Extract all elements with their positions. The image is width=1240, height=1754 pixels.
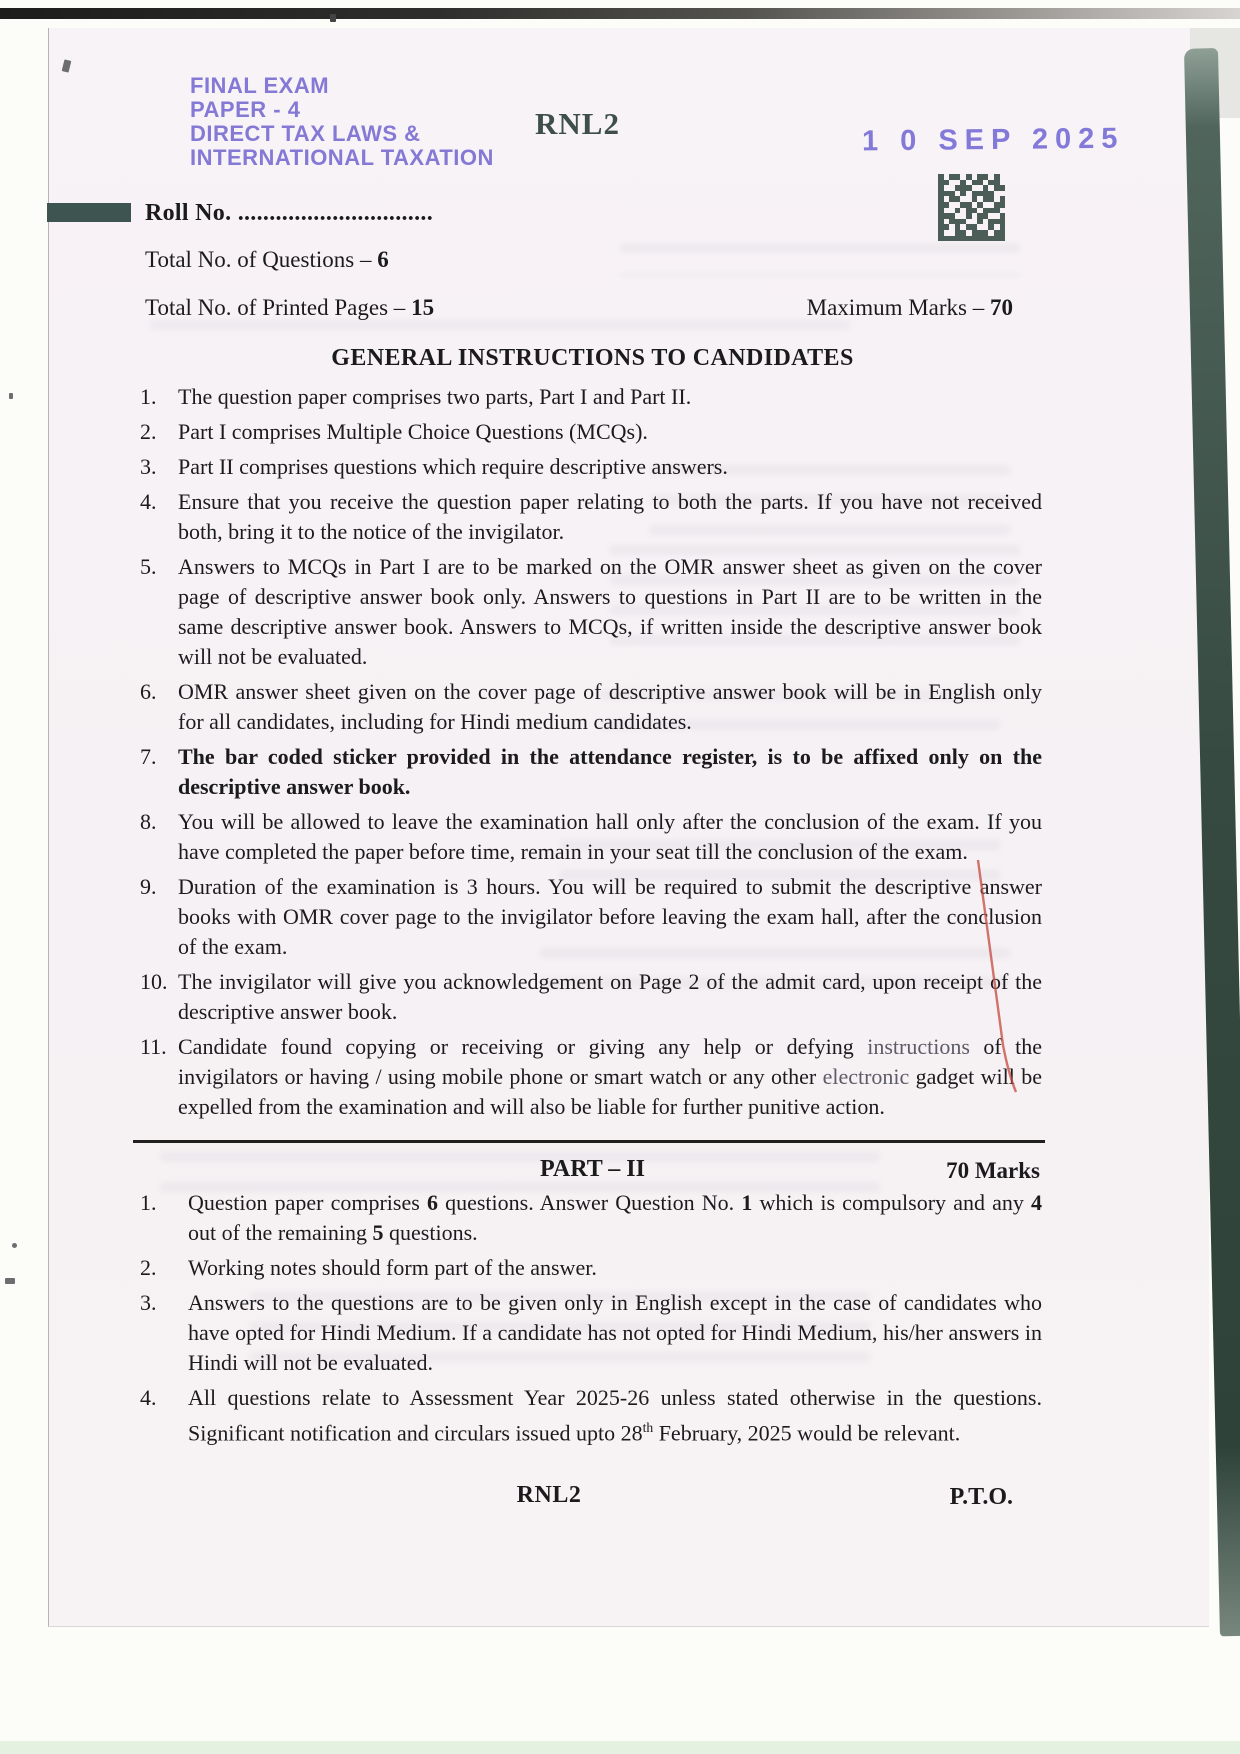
instruction-text: The invigilator will give you acknowledgement on Page 2 of the admit card, upon receipt of the descriptive answer book. — [178, 969, 1042, 1024]
part2-item-number: 4. — [140, 1385, 157, 1410]
stamp-line: FINAL EXAM — [190, 73, 330, 98]
part2-item-text: Question paper comprises 6 questions. Answer Question No. 1 which is compulsory and any 4 out of the remaining 5 questions. — [188, 1190, 1043, 1245]
instructions-title: GENERAL INSTRUCTIONS TO CANDIDATES — [331, 345, 854, 371]
roll-no-field: Roll No. ............................... — [145, 200, 433, 226]
meta-row — [145, 295, 1013, 321]
instruction-number: 6. — [140, 679, 157, 704]
instruction-item — [140, 1032, 1042, 1122]
instruction-text: Part II comprises questions which require descriptive answers. — [178, 454, 728, 479]
section-divider — [133, 1140, 1045, 1143]
scan-speck — [5, 1278, 15, 1284]
paper-code: RNL2 — [535, 106, 620, 141]
part2-header — [145, 1156, 1040, 1183]
data-matrix-code-icon — [938, 174, 1005, 241]
part2-item-number: 3. — [140, 1290, 157, 1315]
instruction-number: 9. — [140, 874, 157, 899]
instruction-item — [140, 807, 1042, 867]
instruction-item — [140, 677, 1042, 737]
total-pages: Total No. of Printed Pages – 15 — [145, 295, 435, 320]
instruction-number: 10. — [140, 969, 168, 994]
part2-item — [140, 1383, 1042, 1448]
part2-item-number: 2. — [140, 1255, 157, 1280]
part2-marks: 70 Marks — [946, 1158, 1040, 1183]
part2-list — [140, 1188, 1042, 1453]
instruction-item — [140, 417, 1042, 447]
instruction-number: 4. — [140, 489, 157, 514]
part2-item-text: All questions relate to Assessment Year 2025-26 unless stated otherwise in the questions. Significant notification and circulars issued upto 28th February, 2025 would be relevant. — [188, 1385, 1042, 1446]
instruction-text: You will be allowed to leave the examination hall only after the conclusion of the exam. If you have completed the paper before time, remain in your seat till the conclusion of the exam. — [178, 809, 1042, 864]
instruction-number: 2. — [140, 419, 157, 444]
instruction-text: Ensure that you receive the question paper relating to both the parts. If you have not received both, bring it to the notice of the invigilator. — [178, 489, 1042, 544]
instruction-item — [140, 452, 1042, 482]
scanner-top-edge — [0, 8, 1240, 19]
scan-speck — [9, 393, 13, 399]
exam-stamp — [190, 74, 494, 170]
instruction-number: 11. — [140, 1034, 167, 1059]
instruction-text: Answers to MCQs in Part I are to be marked on the OMR answer sheet as given on the cover page of descriptive answer book only. Answers to questions in Part II are to be written in the same descriptive answer book. Answers to MCQs, if written inside the descriptive answer book will not be evaluated. — [178, 554, 1042, 669]
instruction-text: The question paper comprises two parts, Part I and Part II. — [178, 384, 692, 409]
stamp-line: PAPER - 4 — [190, 97, 301, 122]
instruction-item — [140, 872, 1042, 962]
instruction-text: Part I comprises Multiple Choice Questions (MCQs). — [178, 419, 648, 444]
pto-label: P.T.O. — [949, 1484, 1013, 1510]
instructions-list — [140, 382, 1042, 1127]
instruction-text: OMR answer sheet given on the cover page of descriptive answer book will be in English only for all candidates, including for Hindi medium candidates. — [178, 679, 1042, 734]
page-edge-tab-mark — [47, 203, 131, 222]
instruction-number: 7. — [140, 744, 157, 769]
part2-item — [140, 1253, 1042, 1283]
scan-speck — [12, 1243, 17, 1248]
instruction-item — [140, 382, 1042, 412]
instruction-number: 8. — [140, 809, 157, 834]
instruction-item — [140, 487, 1042, 547]
stamp-line: INTERNATIONAL TAXATION — [190, 145, 494, 170]
date-stamp: 1 0 SEP 2025 — [861, 122, 1125, 158]
instruction-item — [140, 552, 1042, 672]
maximum-marks: Maximum Marks – 70 — [806, 295, 1013, 320]
instruction-item — [140, 967, 1042, 1027]
part2-item-text: Working notes should form part of the answer. — [188, 1255, 597, 1280]
part2-item — [140, 1188, 1042, 1248]
total-questions: Total No. of Questions – 6 — [145, 247, 389, 272]
instruction-number: 5. — [140, 554, 157, 579]
scan-speck — [330, 14, 336, 22]
part2-item-text: Answers to the questions are to be given only in English except in the case of candidates who have opted for Hindi Medium. If a candidate has not opted for Hindi Medium, his/her answers in Hindi will not be evaluated. — [188, 1290, 1042, 1375]
footer-paper-code: RNL2 — [516, 1482, 582, 1508]
stamp-line: DIRECT TAX LAWS & — [190, 121, 421, 146]
instruction-text: The bar coded sticker provided in the attendance register, is to be affixed only on the descriptive answer book. — [178, 744, 1042, 799]
instruction-number: 1. — [140, 384, 157, 409]
instruction-item — [140, 742, 1042, 802]
part2-item — [140, 1288, 1042, 1378]
instruction-number: 3. — [140, 454, 157, 479]
part2-item-number: 1. — [140, 1190, 157, 1215]
page-footer — [145, 1482, 1013, 1509]
instruction-text: Candidate found copying or receiving or giving any help or defying instructions of the invigilators or having / using mobile phone or smart watch or any other electronic gadget will be expelled from the examination and will also be liable for further punitive action. — [178, 1034, 1043, 1119]
instruction-text: Duration of the examination is 3 hours. You will be required to submit the descriptive answer books with OMR cover page to the invigilator before leaving the exam hall, after the conclusion of the exam. — [178, 874, 1042, 959]
part2-title: PART – II — [540, 1156, 645, 1182]
scan-bottom-strip — [0, 1741, 1240, 1754]
